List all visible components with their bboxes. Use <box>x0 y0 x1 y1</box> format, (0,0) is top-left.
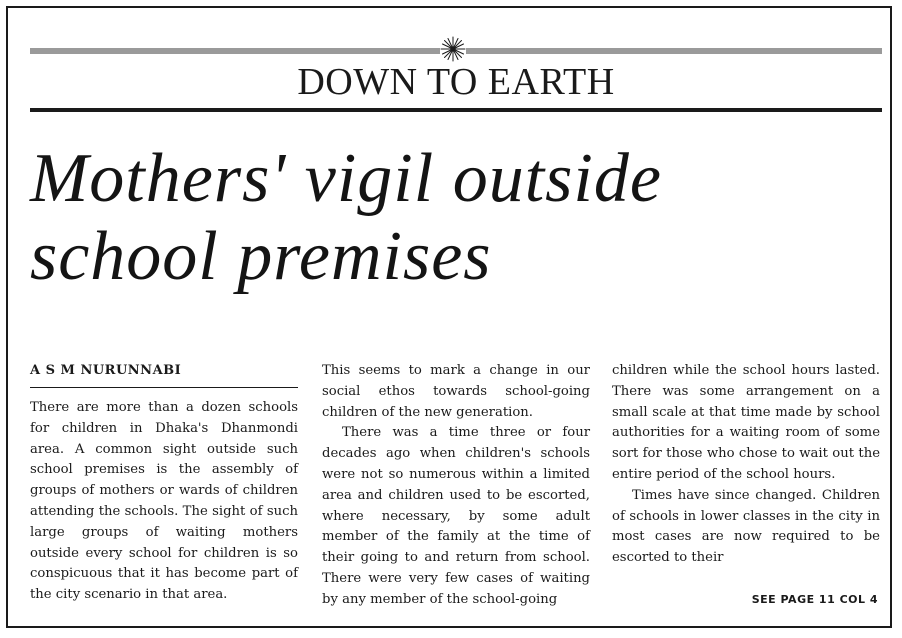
column-1-paragraph-1: There are more than a dozen schools for children in Dhaka's Dhanmondi area. A common sight outside such school premises is the assembly of groups of mothers or wards of children attending the schools. The sight of such large groups of waiting mothers outside every school for children is so conspicuous that it has become part of the city scenario in that area. <box>30 400 298 603</box>
article-columns <box>30 361 882 623</box>
column-2-paragraph-2: There was a time three or four decades ago when children's schools were not so numerous within a limited area and children used to be escorted, where necessary, by some adult member of the family at the time of their going to and return from school. There were very few cases of waiting by any member of the school-going <box>322 425 590 607</box>
article-frame <box>6 6 892 628</box>
column-1 <box>30 361 298 606</box>
column-2 <box>322 361 590 611</box>
section-rule <box>30 108 882 112</box>
byline: A S M NURUNNABI <box>30 361 298 388</box>
headline <box>30 140 890 296</box>
star-ornament-icon <box>440 36 466 62</box>
column-3 <box>612 361 880 569</box>
column-3-paragraph-2: Times have since changed. Children of schools in lower classes in the city in most cases are now required to be escorted to their <box>612 487 880 566</box>
section-title: DOWN TO EARTH <box>297 61 615 103</box>
column-2-paragraph-1: This seems to mark a change in our social ethos towards school-going children of the new generation. <box>322 363 590 420</box>
headline-line-1: Mothers' vigil outside <box>30 140 662 217</box>
headline-line-2: school premises <box>30 218 492 295</box>
column-3-paragraph-1: children while the school hours lasted. There was some arrangement on a small scale at that time made by school authorities for a waiting room of some sort for those who chose to wait out the entire period of the school hours. <box>612 363 880 482</box>
continued-jump-line: SEE PAGE 11 COL 4 <box>751 593 878 606</box>
